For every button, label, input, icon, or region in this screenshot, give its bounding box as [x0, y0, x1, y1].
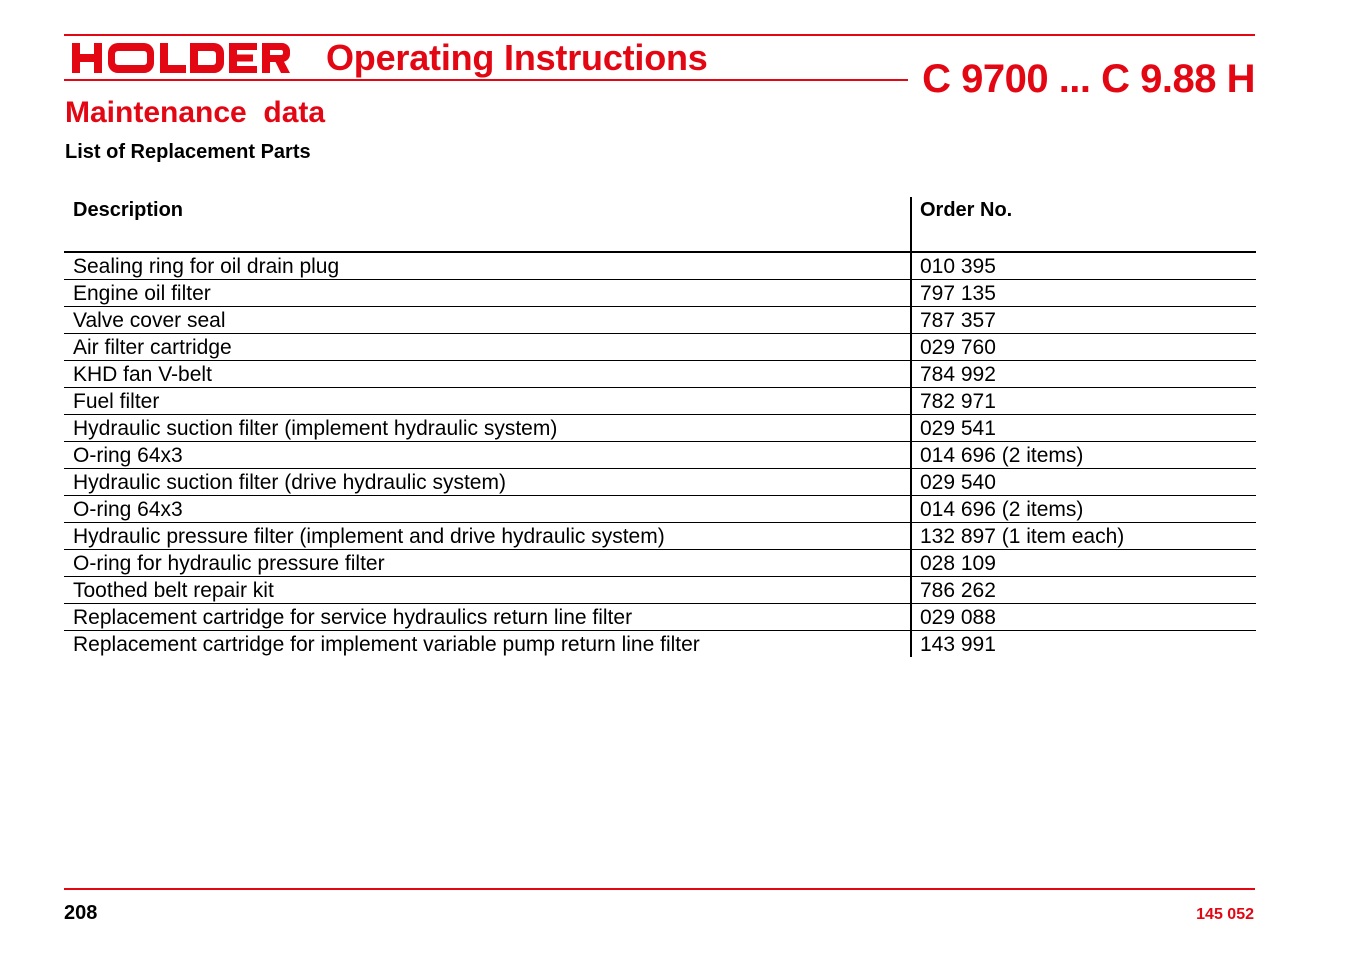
part-description: Air filter cartridge	[73, 336, 232, 359]
document-title: Operating Instructions	[326, 37, 708, 78]
table-row	[64, 361, 1256, 388]
table-row	[64, 577, 1256, 604]
replacement-parts-table	[64, 197, 1256, 657]
section-subtitle: List of Replacement Parts	[65, 141, 311, 163]
table-header-row	[64, 197, 1256, 253]
part-order-number: 014 696 (2 items)	[910, 496, 1256, 522]
part-order-number: 786 262	[910, 577, 1256, 603]
part-order-number: 010 395	[910, 253, 1256, 279]
table-row	[64, 334, 1256, 361]
part-description: Valve cover seal	[73, 309, 226, 332]
table-row	[64, 280, 1256, 307]
part-order-number: 132 897 (1 item each)	[910, 523, 1256, 549]
table-row	[64, 253, 1256, 280]
part-order-number: 028 109	[910, 550, 1256, 576]
part-order-number: 029 541	[910, 415, 1256, 441]
title-underline-rule	[64, 79, 908, 81]
part-order-number: 787 357	[910, 307, 1256, 333]
table-row	[64, 442, 1256, 469]
part-description: Hydraulic pressure filter (implement and drive hydraulic system)	[73, 525, 665, 548]
part-order-number: 797 135	[910, 280, 1256, 306]
table-row	[64, 604, 1256, 631]
header-top-rule	[64, 34, 1255, 36]
part-order-number: 029 760	[910, 334, 1256, 360]
part-description: Fuel filter	[73, 390, 160, 413]
table-row	[64, 550, 1256, 577]
part-order-number: 782 971	[910, 388, 1256, 414]
table-row	[64, 415, 1256, 442]
table-row	[64, 496, 1256, 523]
model-range-title: C 9700 ... C 9.88 H	[922, 57, 1255, 101]
part-order-number: 029 540	[910, 469, 1256, 495]
column-header-description: Description	[73, 199, 184, 221]
part-order-number: 143 991	[910, 631, 1256, 657]
table-body	[64, 253, 1256, 657]
table-row	[64, 307, 1256, 334]
footer-rule	[64, 888, 1255, 890]
part-description: O-ring for hydraulic pressure filter	[73, 552, 385, 575]
part-description: O-ring 64x3	[73, 444, 183, 467]
part-description: Hydraulic suction filter (drive hydraulic system)	[73, 471, 506, 494]
part-description: KHD fan V-belt	[73, 363, 212, 386]
table-row	[64, 631, 1256, 657]
part-description: Toothed belt repair kit	[73, 579, 274, 602]
document-number: 145 052	[1196, 906, 1254, 923]
table-row	[64, 523, 1256, 550]
part-order-number: 784 992	[910, 361, 1256, 387]
part-order-number: 014 696 (2 items)	[910, 442, 1256, 468]
part-description: Sealing ring for oil drain plug	[73, 255, 340, 278]
part-description: Replacement cartridge for implement variable pump return line filter	[73, 633, 700, 656]
part-order-number: 029 088	[910, 604, 1256, 630]
part-description: Hydraulic suction filter (implement hydraulic system)	[73, 417, 558, 440]
section-title: Maintenance data	[65, 96, 326, 129]
table-row	[64, 469, 1256, 496]
part-description: Replacement cartridge for service hydraulics return line filter	[73, 606, 633, 629]
part-description: Engine oil filter	[73, 282, 211, 305]
holder-logo	[72, 40, 290, 76]
column-header-order-no: Order No.	[910, 197, 1256, 251]
table-row	[64, 388, 1256, 415]
page-number: 208	[64, 902, 98, 924]
part-description: O-ring 64x3	[73, 498, 183, 521]
